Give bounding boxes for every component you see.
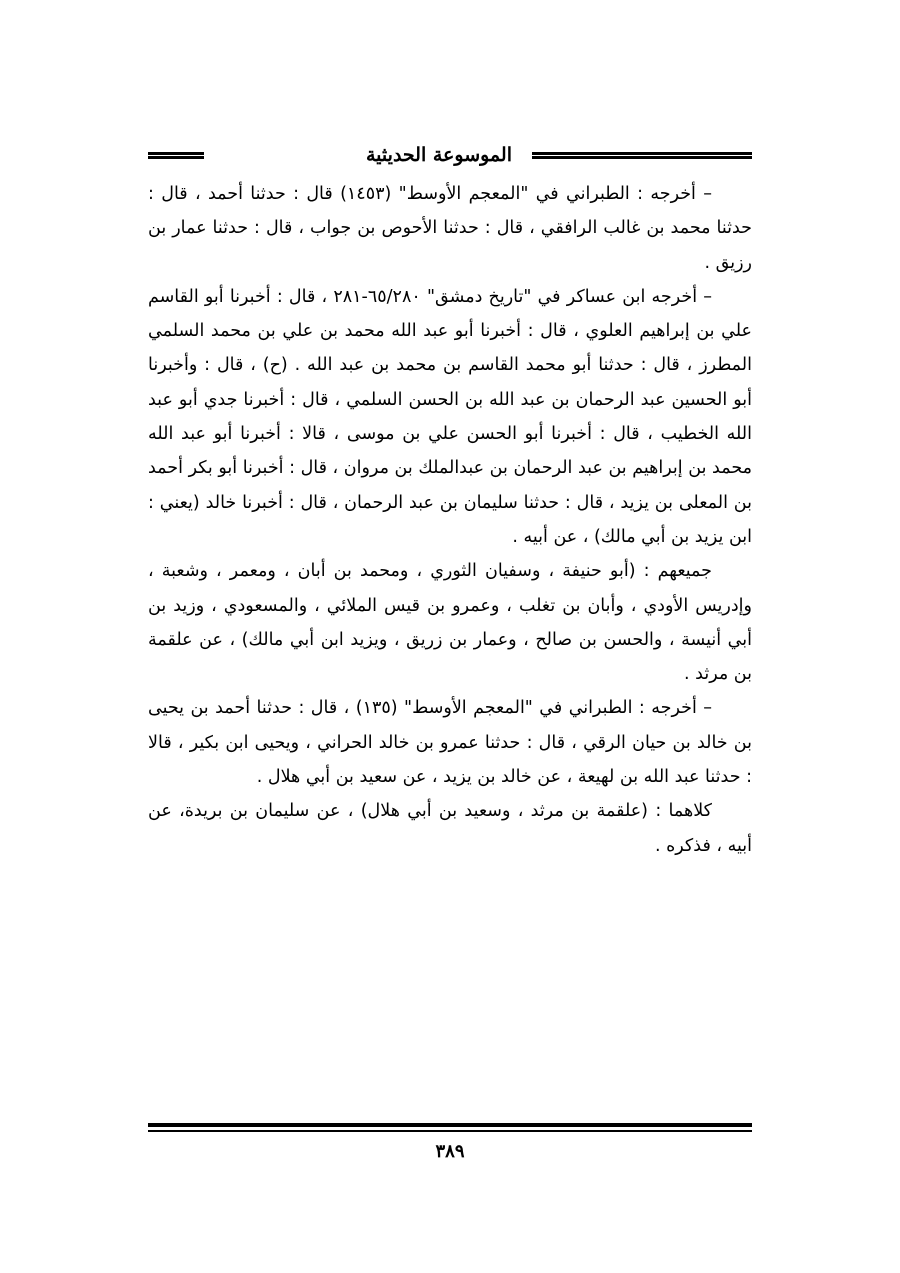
footer-rule-thick [148,1123,752,1127]
page-header [148,140,752,170]
paragraph-1: – أخرجه : الطبراني في "المعجم الأوسط" (١٤٥٣) قال : حدثنا أحمد ، قال : حدثنا محمد بن غالب الرافقي ، قال : حدثنا الأحوص بن جواب ، قال : حدثنا عمار بن رزيق . [148,184,752,273]
footer-rule [148,1123,752,1132]
page-body [148,177,752,863]
paragraph-4: – أخرجه : الطبراني في "المعجم الأوسط" (١٣٥) ، قال : حدثنا أحمد بن يحيى بن خالد بن حيان الرقي ، قال : حدثنا عمرو بن خالد الحراني ، ويحيى ابن بكير ، قالا : حدثنا عبد الله بن لهيعة ، عن خالد بن يزيد ، عن سعيد بن أبي هلال . [148,698,752,788]
paragraph-2: – أخرجه ابن عساكر في "تاريخ دمشق" ٦٥/٢٨٠-٢٨١ ، قال : أخبرنا أبو القاسم علي بن إبراهيم العلوي ، قال : أخبرنا أبو عبد الله محمد بن علي بن محمد السلمي المطرز ، قال : حدثنا أبو محمد القاسم بن محمد بن عبد الله . (ح) ، قال : وأخبرنا أبو الحسين عبد الرحمان بن عبد الله بن الحسن السلمي ، قال : أخبرنا جدي أبو عبد الله الخطيب ، قال : أخبرنا أبو الحسن علي بن موسى ، قالا : أخبرنا أبو عبد الله محمد بن إبراهيم بن عبد الرحمان بن عبدالملك بن مروان ، قال : أخبرنا أبو بكر أحمد بن المعلى بن يزيد ، قال : حدثنا سليمان بن عبد الرحمان ، قال : أخبرنا خالد (يعني : ابن يزيد بن أبي مالك) ، عن أبيه . [148,286,752,547]
header-title: الموسوعة الحديثية [366,144,512,166]
header-rule-left [148,152,204,159]
page-number: ٣٨٩ [435,1141,465,1162]
paragraph-3: جميعهم : (أبو حنيفة ، وسفيان الثوري ، ومحمد بن أبان ، ومعمر ، وشعبة ، وإدريس الأودي ، وأبان بن تغلب ، وعمرو بن قيس الملائي ، والمسعودي ، وزيد بن أبي أنيسة ، والحسن بن صالح ، وعمار بن زريق ، ويزيد ابن أبي مالك) ، عن علقمة بن مرثد . [148,561,752,685]
paragraph-5: كلاهما : (علقمة بن مرثد ، وسعيد بن أبي هلال) ، عن سليمان بن بريدة، عن أبيه ، فذكره . [148,801,752,856]
footer-rule-thin [148,1130,752,1132]
header-rule-right [532,152,752,159]
